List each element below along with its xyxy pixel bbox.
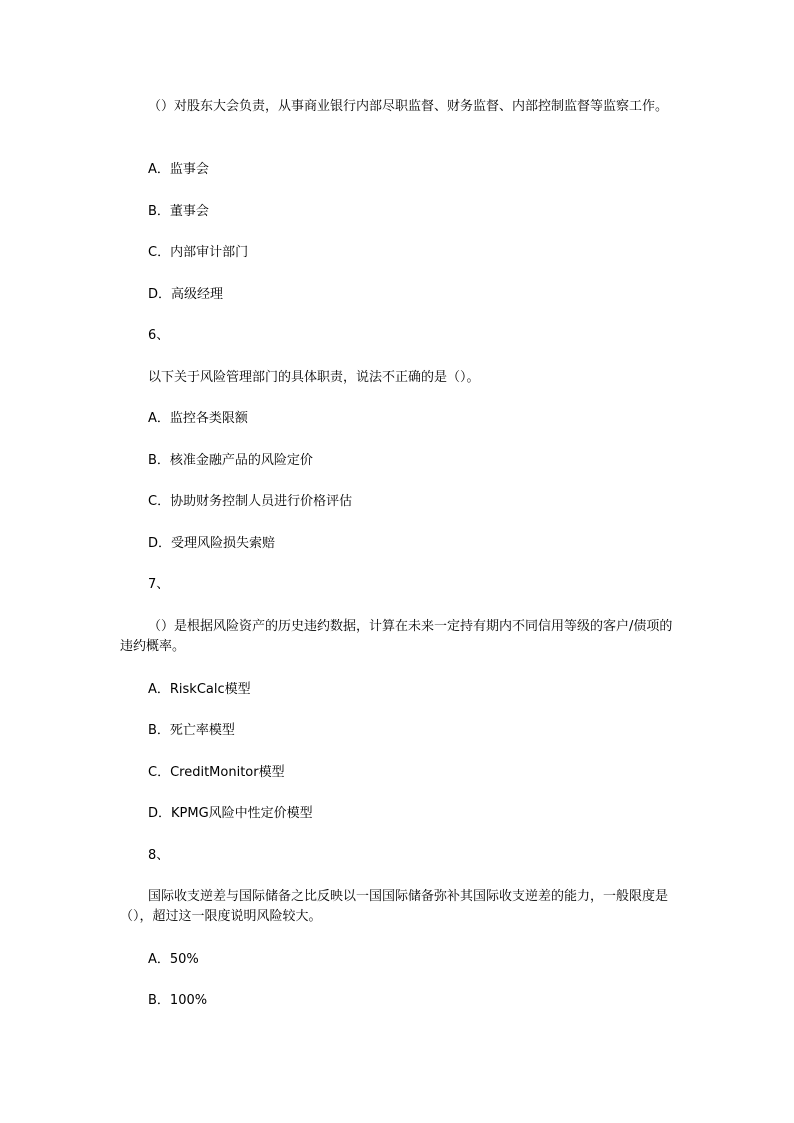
- option-b: B．核准金融产品的风险定价: [148, 453, 313, 468]
- question-stem: 国际收支逆差与国际储备之比反映以一国国际储备弥补其国际收支逆差的能力，一般限度是（），超过这一限度说明风险较大。: [120, 889, 669, 924]
- option-c: C．协助财务控制人员进行价格评估: [148, 494, 353, 509]
- question-number: 7、: [148, 577, 170, 592]
- question-stem: （）是根据风险资产的历史违约数据，计算在未来一定持有期内不同信用等级的客户/债项的违约概率。: [120, 619, 673, 654]
- option-a: A．50%: [148, 952, 199, 967]
- option-a: A．监事会: [148, 162, 209, 177]
- option-d: D．高级经理: [148, 287, 224, 302]
- option-c: C．CreditMonitor模型: [148, 765, 285, 780]
- question-number: 8、: [148, 848, 170, 863]
- option-c: C．内部审计部门: [148, 245, 249, 260]
- option-a: A．RiskCalc模型: [148, 682, 251, 697]
- question-number: 6、: [148, 328, 170, 343]
- option-b: B．董事会: [148, 204, 209, 219]
- option-b: B．100%: [148, 993, 208, 1008]
- question-stem: （）对股东大会负责，从事商业银行内部尽职监督、财务监督、内部控制监督等监察工作。: [148, 99, 669, 114]
- option-d: D．受理风险损失索赔: [148, 536, 276, 551]
- option-b: B．死亡率模型: [148, 723, 235, 738]
- option-d: D．KPMG风险中性定价模型: [148, 806, 313, 821]
- question-stem: 以下关于风险管理部门的具体职责，说法不正确的是（）。: [148, 370, 480, 385]
- option-a: A．监控各类限额: [148, 411, 248, 426]
